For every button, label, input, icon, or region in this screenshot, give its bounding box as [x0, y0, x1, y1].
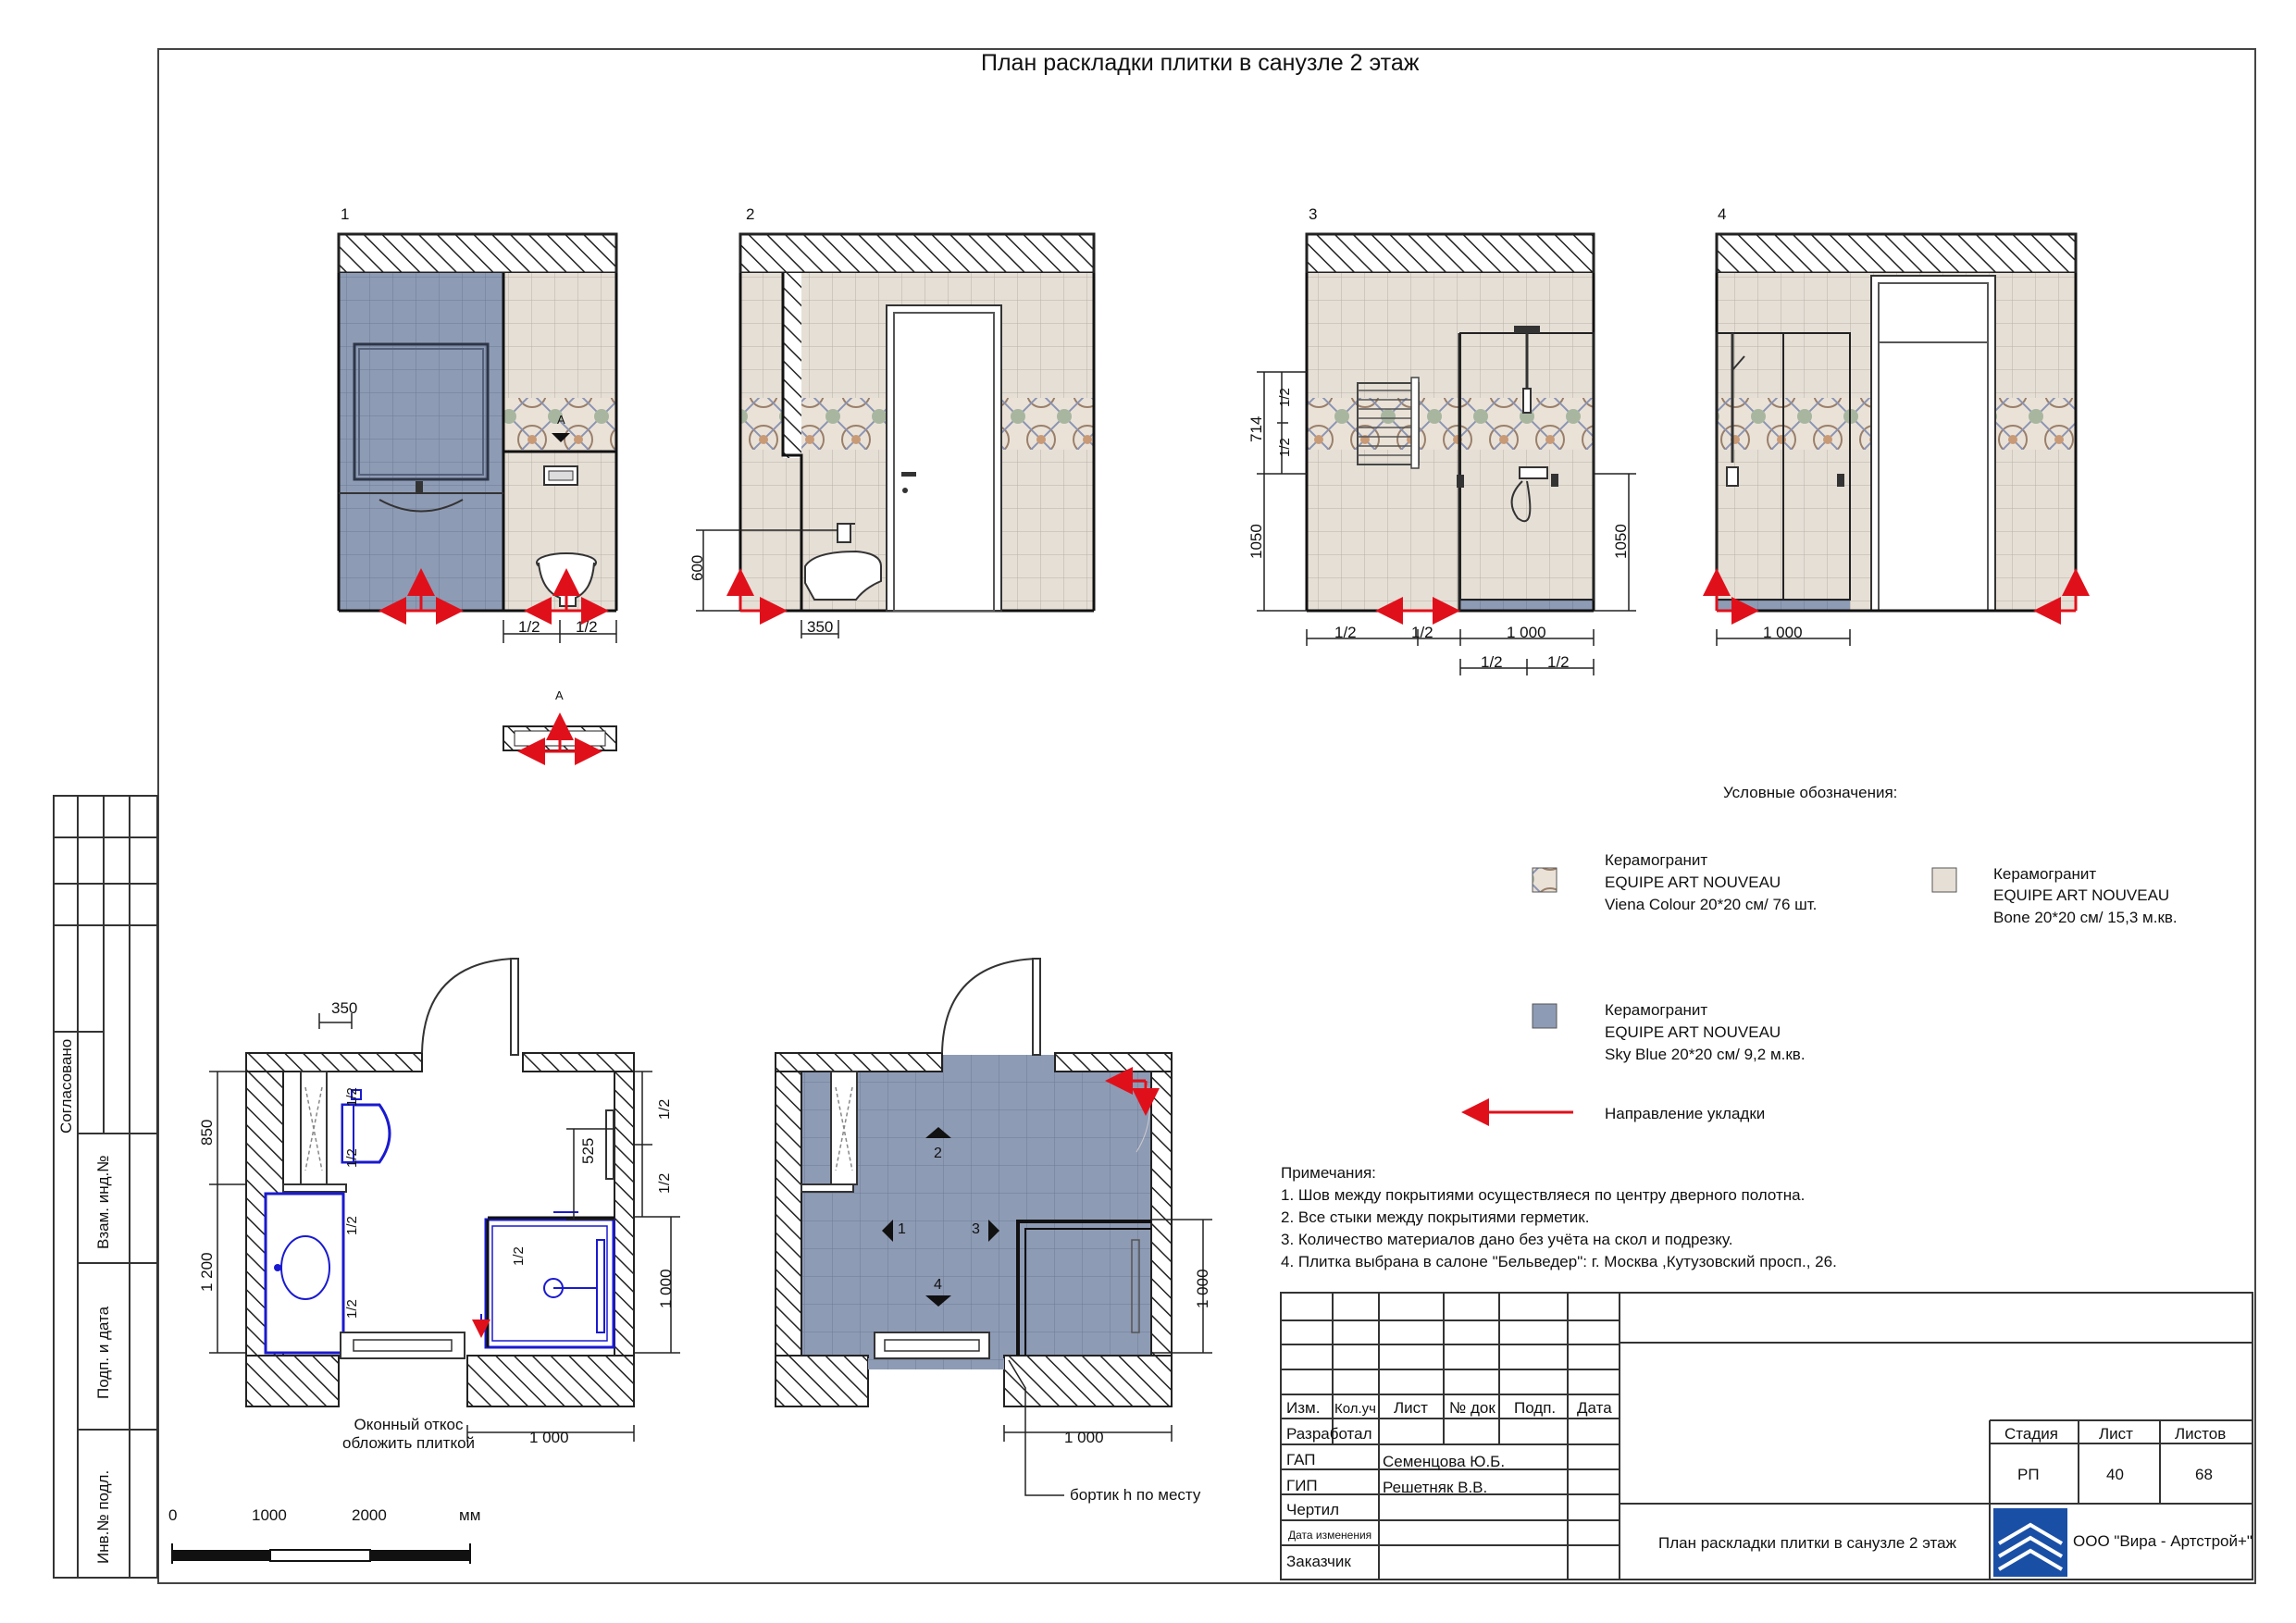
dimension-label: 1/2 — [657, 1098, 673, 1120]
dimension-label: 1/2 — [657, 1172, 673, 1194]
note-item: 4. Плитка выбрана в салоне "Бельведер": г. Москва ,Кутузовский просп., 26. — [1281, 1253, 1837, 1270]
tb-role: Дата изменения — [1288, 1529, 1372, 1542]
stamp-replace-inv: Взам. инд.№ — [94, 1155, 112, 1249]
dimension-label: 1/2 — [1334, 624, 1357, 641]
dimension-label: 1050 — [1247, 524, 1265, 559]
tb-role: ГИП — [1286, 1477, 1318, 1494]
legend-item-viena-line3: Viena Colour 20*20 см/ 76 шт. — [1605, 896, 1818, 913]
legend-item-skyblue-line2: EQUIPE ART NOUVEAU — [1605, 1023, 1781, 1041]
scale-tick-label: 2000 — [352, 1506, 387, 1524]
legend-title: Условные обозначения: — [1723, 784, 1898, 801]
plan-note-curb: бортик h по месту — [1070, 1486, 1201, 1504]
dimension-label: 1/2 — [344, 1087, 360, 1107]
direction-marker-label: 2 — [934, 1146, 942, 1161]
legend-item-viena-line1: Керамогранит — [1605, 851, 1708, 869]
tb-sheet-value: 40 — [2106, 1466, 2124, 1483]
direction-marker-label: 1 — [898, 1221, 906, 1237]
legend-item-skyblue-line3: Sky Blue 20*20 см/ 9,2 м.кв. — [1605, 1046, 1806, 1063]
dimension-label: 350 — [807, 618, 834, 636]
legend-item-bone-line1: Керамогранит — [1993, 865, 2097, 883]
dimension-label: 1 000 — [1064, 1429, 1104, 1446]
elevation-3 — [1257, 234, 1636, 675]
dimension-label: 1/2 — [518, 618, 540, 636]
dimension-label: 1/2 — [576, 618, 598, 636]
direction-marker-label: 3 — [972, 1221, 980, 1237]
dimension-label: 1/2 — [1277, 438, 1293, 457]
tb-sheets-header: Листов — [2175, 1425, 2227, 1443]
legend-item-bone-line3: Bone 20*20 см/ 15,3 м.кв. — [1993, 909, 2178, 926]
detail-marker-label: A — [555, 688, 564, 702]
dimension-label: 1 000 — [1194, 1269, 1211, 1308]
tb-company-name: ООО "Вира - Артстрой+" — [2073, 1532, 2253, 1550]
plan-right — [776, 959, 1212, 1495]
stamp-sign-date: Подп. и дата — [94, 1306, 112, 1399]
tb-stage-header: Стадия — [2004, 1425, 2058, 1443]
tb-stage-value: РП — [2017, 1466, 2040, 1483]
stamp-agreed: Согласовано — [57, 1038, 75, 1134]
elevation-4-label: 4 — [1718, 205, 1727, 223]
scale-tick-label: 0 — [168, 1506, 178, 1524]
legend-item-skyblue-line1: Керамогранит — [1605, 1001, 1708, 1019]
scale-bar — [172, 1543, 470, 1564]
notes-title: Примечания: — [1281, 1164, 1376, 1182]
tb-name: Решетняк В.В. — [1383, 1479, 1488, 1496]
plan-note-window: Оконный откос обложить плиткой — [342, 1416, 476, 1452]
dimension-label: 1 000 — [1507, 624, 1546, 641]
dimension-label: 1 200 — [198, 1252, 216, 1292]
stamp-inv-original: Инв.№ подл. — [94, 1469, 112, 1564]
dimension-label: 600 — [689, 554, 706, 581]
tb-drawing-name: План раскладки плитки в санузле 2 этаж — [1658, 1534, 1956, 1552]
tb-header: № док — [1449, 1399, 1496, 1417]
dimension-label: 1 000 — [657, 1269, 675, 1308]
note-item: 3. Количество материалов дано без учёта на скол и подрезку. — [1281, 1231, 1733, 1248]
tb-header: Дата — [1577, 1399, 1612, 1417]
elevation-1 — [339, 234, 616, 751]
tb-role: Разработал — [1286, 1425, 1372, 1443]
dimension-label: 350 — [331, 999, 358, 1017]
dimension-label: 1/2 — [1411, 624, 1433, 641]
tb-header: Кол.уч — [1334, 1401, 1376, 1417]
dimension-label: 1 000 — [529, 1429, 569, 1446]
note-item: 1. Шов между покрытиями осуществляеся по центру дверного полотна. — [1281, 1186, 1806, 1204]
dimension-label: 1050 — [1612, 524, 1630, 559]
legend-item-viena-line2: EQUIPE ART NOUVEAU — [1605, 873, 1781, 891]
company-logo — [1993, 1508, 2067, 1577]
dimension-label: 850 — [198, 1119, 216, 1146]
tb-sheets-value: 68 — [2195, 1466, 2213, 1483]
scale-tick-label: 1000 — [252, 1506, 287, 1524]
dimension-label: 1/2 — [344, 1299, 360, 1319]
tb-role: ГАП — [1286, 1451, 1316, 1468]
dimension-label: 1/2 — [1277, 388, 1293, 407]
tb-header: Лист — [1394, 1399, 1428, 1417]
tb-name: Семенцова Ю.Б. — [1383, 1453, 1506, 1470]
dimension-label: 1/2 — [1481, 653, 1503, 671]
elevation-1-label: 1 — [341, 205, 350, 223]
elevation-2-label: 2 — [746, 205, 755, 223]
dimension-label: 1 000 — [1763, 624, 1803, 641]
tb-role: Чертил — [1286, 1501, 1340, 1518]
legend-item-bone-line2: EQUIPE ART NOUVEAU — [1993, 886, 2170, 904]
elevation-4 — [1717, 234, 2076, 646]
sheet-title: План раскладки плитки в санузле 2 этаж — [981, 50, 1420, 76]
tb-role: Заказчик — [1286, 1553, 1351, 1570]
section-marker-label: A — [557, 413, 565, 427]
dimension-label: 1/2 — [344, 1148, 360, 1168]
direction-marker-label: 4 — [934, 1277, 942, 1293]
tb-header: Подп. — [1514, 1399, 1557, 1417]
dimension-label: 1/2 — [344, 1216, 360, 1235]
note-item: 2. Все стыки между покрытиями герметик. — [1281, 1208, 1590, 1226]
dimension-label: 1/2 — [511, 1246, 527, 1266]
dimension-label: 1/2 — [1547, 653, 1570, 671]
tb-header: Изм. — [1286, 1399, 1321, 1417]
dimension-label: 525 — [579, 1137, 597, 1164]
dimension-label: 714 — [1247, 415, 1265, 442]
plan-left — [209, 959, 680, 1442]
elevation-3-label: 3 — [1309, 205, 1318, 223]
legend-item-direction: Направление укладки — [1605, 1105, 1766, 1122]
elevation-2 — [696, 234, 1094, 638]
scale-unit-label: мм — [459, 1506, 481, 1524]
tb-sheet-header: Лист — [2099, 1425, 2133, 1443]
